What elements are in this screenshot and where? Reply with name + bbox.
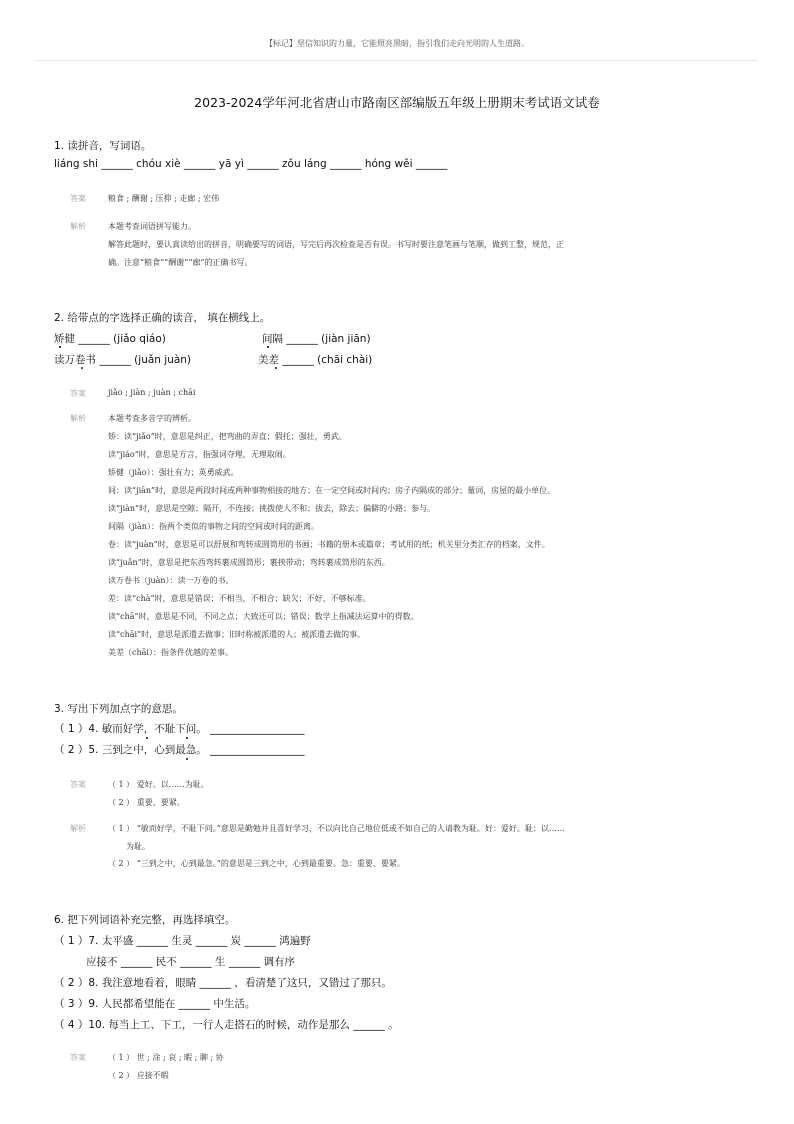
question-2-analysis-line: 矫：读“jiǎo”时，意思是纠正，把弯曲的弄直；假托；强壮，勇武。 <box>108 432 347 441</box>
question-2-item: 美差 ______ (chāi chài) <box>258 354 373 366</box>
question-1-analysis-line: 本题考查词语拼写能力。 <box>108 222 196 231</box>
question-3-analysis-line: （ 1 ） “敏而好学，不耻下问。”意思是勤勉并且喜好学习，不以向比自己地位低或不如自己的人请教为耻。好：爱好。耻：以…… <box>108 824 565 833</box>
question-2-analysis-line: 美差（chāi）：指条件优越的差事。 <box>108 648 233 657</box>
question-2-analysis-line: 差：读“chà”时，意思是错误；不相当，不相合；缺欠；不好，不够标准。 <box>108 594 371 603</box>
analysis-label: 解析 <box>70 824 86 833</box>
question-6-item: （ 1 ）7. 太平盛 ______ 生灵 ______ 炭 ______ 鸿遍野 <box>54 935 311 947</box>
question-1-answer: 粮食 ; 酬谢 ; 压抑 ; 走廊 ; 宏伟 <box>108 194 220 203</box>
answer-label: 答案 <box>70 389 86 398</box>
emphasis-dot <box>267 346 269 348</box>
answer-label: 答案 <box>70 194 86 203</box>
emphasis-dot <box>146 737 148 739</box>
question-2-item: 矫健 ______ (jiǎo qiáo) <box>54 333 166 345</box>
question-2-analysis-line: 间隔（jiàn）：指两个类似的事物之间的空间或时间的距离。 <box>108 522 319 531</box>
question-6-heading: 6. 把下列词语补充完整，再选择填空。 <box>54 914 236 926</box>
question-2-analysis-line: 读万卷书（juàn）：读一万卷的书。 <box>108 576 234 585</box>
question-2-analysis-line: 本题考查多音字的辨析。 <box>108 414 196 423</box>
question-1-analysis-line: 确。注意“粮食”“酬谢”“廊”的正确书写。 <box>108 258 253 267</box>
question-3-answer-line: （ 1 ） 爱好。以……为耻。 <box>108 780 209 789</box>
question-6-answer-line: （ 2 ） 应接不暇 <box>108 1071 169 1080</box>
answer-label: 答案 <box>70 780 86 789</box>
question-1-prompt: liáng shi ______ chóu xiè ______ yā yì ______ zǒu láng ______ hóng wěi ______ <box>54 158 448 170</box>
question-6-item: （ 4 ）10. 每当上工、下工，一行人走搭石的时候，动作是那么 ______ 。 <box>54 1019 399 1031</box>
question-3-item: （ 1 ）4. 敏而好学，不耻下问。 __________________ <box>54 723 305 735</box>
question-6-item: （ 2 ）8. 我注意地看着，眼睛 ______ ，看清楚了这只，又错过了那只。 <box>54 977 392 989</box>
header-note: 【标记】坚信知识的力量，它能照亮黑暗，指引我们走向光明的人生道路。 <box>265 39 529 48</box>
emphasis-dot <box>186 737 188 739</box>
question-3-heading: 3. 写出下列加点字的意思。 <box>54 703 183 715</box>
question-3-answer-line: （ 2 ） 重要、要紧。 <box>108 798 185 807</box>
question-2-item: 间隔 ______ (jiàn jiān) <box>262 333 371 345</box>
question-2-analysis-line: 卷：读“juàn”时，意思是可以舒展和弯转成圆筒形的书画；书籍的册本或篇章；考试用的纸；机关里分类汇存的档案、文件。 <box>108 540 550 549</box>
header-divider <box>36 60 758 61</box>
emphasis-dot <box>59 346 61 348</box>
analysis-label: 解析 <box>70 414 86 423</box>
question-6-item: （ 3 ）9. 人民都希望能在 ______ 中生活。 <box>54 998 256 1010</box>
question-2-analysis-line: 读“juǎn”时，意思是把东西弯转裹成圆筒形；裹挟带动；弯转裹成筒形的东西。 <box>108 558 390 567</box>
question-3-analysis-line: 为耻。 <box>126 842 150 851</box>
emphasis-dot <box>81 367 83 369</box>
question-2-analysis-line: 读“chā”时，意思是不同，不同之点；大致还可以；错误；数学上指减法运算中的得数。 <box>108 612 419 621</box>
question-2-analysis-line: 读“jiàn”时，意思是空隙；隔开，不连接；挑拨使人不和；拔去，除去；偏僻的小路；参与。 <box>108 504 436 513</box>
question-3-analysis-line: （ 2 ） “三到之中，心到最急。”的意思是三到之中，心到最重要。急：重要、要紧。 <box>108 859 405 868</box>
page-title: 2023-2024学年河北省唐山市路南区部编版五年级上册期末考试语文试卷 <box>194 95 600 110</box>
question-2-analysis-line: 间：读“jiān”时，意思是两段时间或两种事物相接的地方；在一定空间或时间内；房子内隔成的部分；量词，房屋的最小单位。 <box>108 486 556 495</box>
emphasis-dot <box>275 367 277 369</box>
question-2-item: 读万卷书 ______ (juǎn juàn) <box>54 354 192 366</box>
question-1-analysis-line: 解答此题时，要认真读给出的拼音，明确要写的词语，写完后再次检查是否有误。书写时要注意笔画与笔顺，做到工整，规范，正 <box>108 240 564 249</box>
question-1-heading: 1. 读拼音，写词语。 <box>54 140 152 152</box>
analysis-label: 解析 <box>70 222 86 231</box>
question-2-answer: jiǎo ; jiàn ; juàn ; chāi <box>108 388 196 397</box>
question-6-answer-line: （ 1 ） 世 ; 涂 ; 哀 ; 暇 ; 聊 ; 协 <box>108 1053 224 1062</box>
question-2-analysis-line: 矫健（jiǎo）：强壮有力；英勇威武。 <box>108 468 239 477</box>
question-6-item: 应接不 ______ 民不 ______ 生 ______ 调有序 <box>86 956 296 968</box>
question-2-analysis-line: 读“chāi”时，意思是派遣去做事；旧时称被派遣的人；被派遣去做的事。 <box>108 630 366 639</box>
question-2-analysis-line: 读“jiáo”时，意思是方言，指强词夺理，无理取闹。 <box>108 450 291 459</box>
question-3-item: （ 2 ）5. 三到之中，心到最急。 __________________ <box>54 744 305 756</box>
emphasis-dot <box>186 758 188 760</box>
answer-label: 答案 <box>70 1053 86 1062</box>
question-2-heading: 2. 给带点的字选择正确的读音， 填在横线上。 <box>54 312 271 324</box>
